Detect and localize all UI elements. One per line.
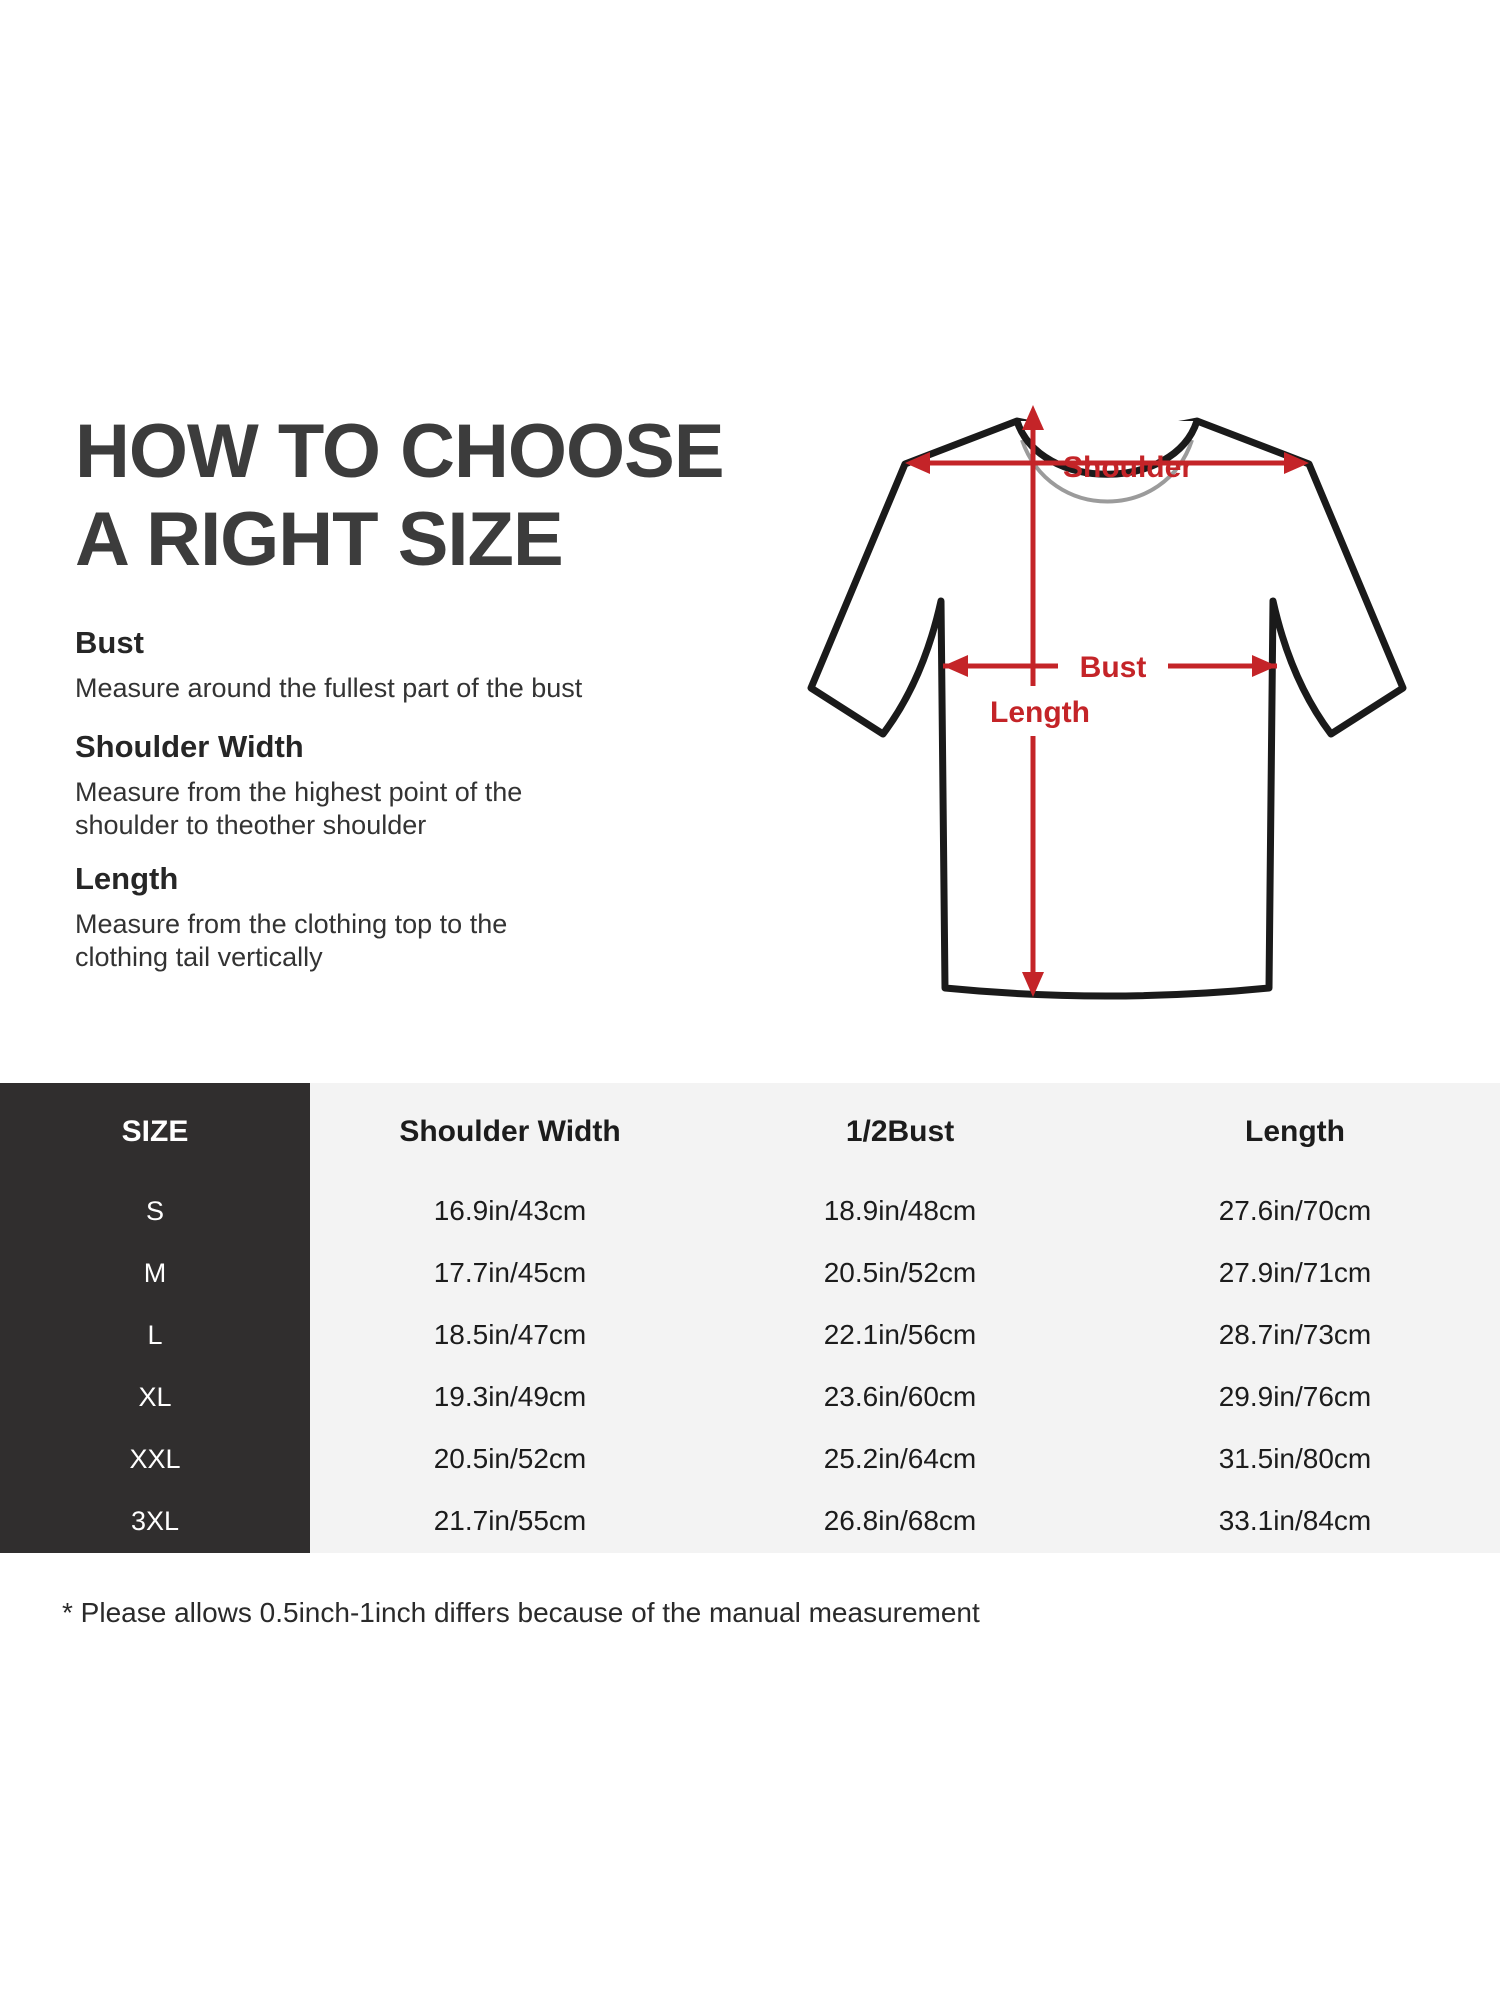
cell-length: 27.6in/70cm	[1218, 1195, 1372, 1226]
instruction-text-line: shoulder to theother shoulder	[75, 810, 427, 840]
table-row	[0, 1242, 1500, 1304]
cell-size: 3XL	[130, 1505, 180, 1536]
tshirt-measurement-diagram	[780, 385, 1440, 1025]
table-row	[0, 1490, 1500, 1552]
cell-size: XXL	[129, 1443, 181, 1474]
cell-shoulder-width: 19.3in/49cm	[433, 1381, 587, 1412]
cell-size: L	[147, 1319, 163, 1350]
cell-length: 31.5in/80cm	[1218, 1443, 1372, 1474]
cell-half-bust: 23.6in/60cm	[823, 1381, 977, 1412]
instruction-heading: Bust	[75, 625, 144, 660]
cell-shoulder-width: 18.5in/47cm	[433, 1319, 587, 1350]
tshirt-outline	[811, 421, 1403, 996]
page-title	[75, 408, 724, 584]
instruction-text-line: Measure from the clothing top to the	[75, 909, 508, 939]
cell-length: 29.9in/76cm	[1218, 1381, 1372, 1412]
instruction-length	[75, 861, 507, 974]
page-title-line2: A RIGHT SIZE	[75, 497, 563, 582]
length-arrow-label: Length	[990, 696, 1090, 729]
cell-length: 33.1in/84cm	[1218, 1505, 1372, 1536]
size-chart-table	[0, 1083, 1500, 1553]
cell-length: 27.9in/71cm	[1218, 1257, 1372, 1288]
table-row	[0, 1428, 1500, 1490]
shoulder-arrow-label: Shoulder	[1062, 451, 1194, 484]
header-shoulder-width: Shoulder Width	[399, 1114, 621, 1148]
cell-length: 28.7in/73cm	[1218, 1319, 1372, 1350]
instruction-heading: Shoulder Width	[75, 729, 304, 764]
header-length: Length	[1245, 1114, 1345, 1148]
header-half-bust: 1/2Bust	[845, 1114, 955, 1148]
measurement-disclaimer: * Please allows 0.5inch-1inch differs because of the manual measurement	[62, 1597, 980, 1628]
instruction-text-line: Measure from the highest point of the	[75, 777, 523, 807]
header-size: SIZE	[121, 1114, 189, 1148]
instruction-text-line: clothing tail vertically	[75, 942, 323, 972]
cell-shoulder-width: 20.5in/52cm	[433, 1443, 587, 1474]
page-title-line1: HOW TO CHOOSE	[75, 409, 724, 494]
bust-arrow-label: Bust	[1079, 651, 1147, 684]
instruction-text-line: Measure around the fullest part of the bust	[75, 673, 583, 703]
cell-half-bust: 26.8in/68cm	[823, 1505, 977, 1536]
instruction-heading: Length	[75, 861, 179, 896]
cell-shoulder-width: 21.7in/55cm	[433, 1505, 587, 1536]
table-row	[0, 1366, 1500, 1428]
cell-half-bust: 18.9in/48cm	[823, 1195, 977, 1226]
instruction-shoulder-width	[75, 729, 522, 842]
cell-shoulder-width: 17.7in/45cm	[433, 1257, 587, 1288]
cell-half-bust: 22.1in/56cm	[823, 1319, 977, 1350]
table-row	[0, 1304, 1500, 1366]
table-header-row	[0, 1083, 1500, 1180]
cell-half-bust: 25.2in/64cm	[823, 1443, 977, 1474]
instruction-bust	[75, 625, 582, 705]
cell-shoulder-width: 16.9in/43cm	[433, 1195, 587, 1226]
table-row	[0, 1180, 1500, 1242]
cell-size: XL	[138, 1381, 172, 1412]
cell-half-bust: 20.5in/52cm	[823, 1257, 977, 1288]
cell-size: S	[145, 1195, 164, 1226]
cell-size: M	[143, 1257, 167, 1288]
